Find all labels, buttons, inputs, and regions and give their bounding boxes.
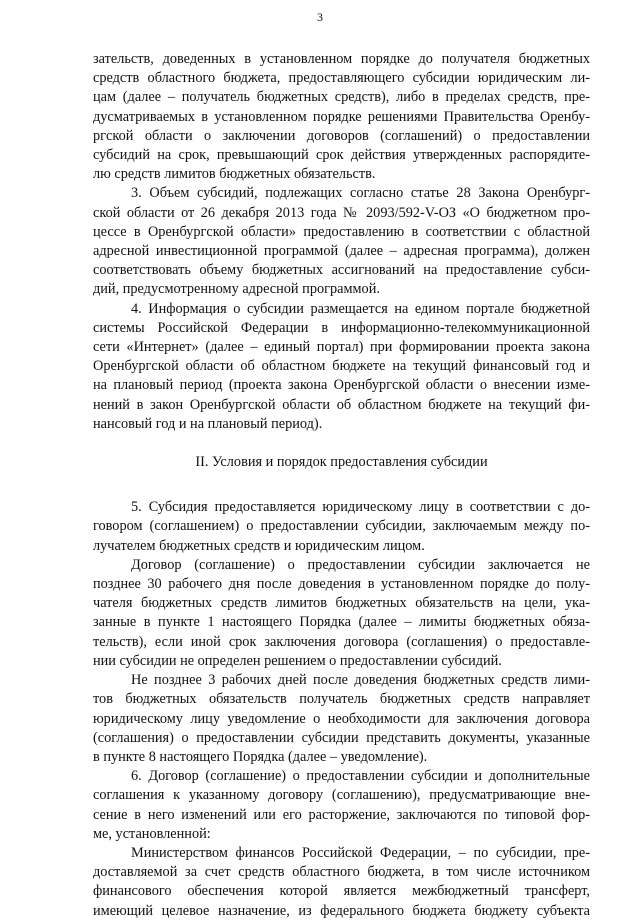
text-line: на плановый период (проекта закона Оренбургской области о внесении изме- [93,377,590,394]
text-line: дусматриваемых в установленном порядке решениями Правительства Оренбу- [93,108,590,125]
document-body [93,50,590,921]
text-line: Не позднее 3 рабочих дней после доведения бюджетных средств лими- [131,672,590,689]
text-line: говором (соглашением) о предоставлении субсидии, заключаемым между по- [93,518,590,535]
paragraph-5-notification [93,671,590,767]
text-line: Министерством финансов Российской Федерации, – по субсидии, пре- [131,844,590,861]
text-line: нансовый год и на плановый период). [93,415,323,432]
text-line: ме, установленной: [93,825,211,842]
text-line: ргской области о заключении договоров (соглашений) о предоставлении [93,127,590,144]
text-line: Оренбургской области об областном бюджете на текущий финансовый год и [93,358,590,375]
text-line: дий, предусмотренному адресной программой. [93,281,380,298]
paragraph-3 [93,184,590,299]
section-heading: II. Условия и порядок предоставления субсидии [195,454,488,471]
text-line: субсидий на срок, превышающий срок действия утвержденных распорядите- [93,147,590,164]
text-line: 6. Договор (соглашение) о предоставлении субсидии и дополнительные [131,768,590,785]
paragraph-5 [93,498,590,556]
page-number: 3 [317,10,323,24]
text-line: адресной инвестиционной программой (далее – адресная программа), должен [93,243,590,260]
text-line: средств областного бюджета, предоставляющего субсидии юридическим ли- [93,70,590,87]
text-line: чателя бюджетных средств лимитов бюджетных обязательств на цели, ука- [93,595,590,612]
text-line: цессе в Оренбургской области» предоставлению в соответствии с областной [93,223,590,240]
text-line: лучателем бюджетных средств и юридическим лицом. [93,537,425,554]
text-line: Договор (соглашение) о предоставлении субсидии заключается не [131,556,590,573]
paragraph-5-contract [93,556,590,671]
paragraph-continuation [93,50,590,184]
text-line: соглашения к указанному договору (соглашению), предусматривающие вне- [93,787,590,804]
text-line: тов бюджетных обязательств получатель бюджетных средств направляет [93,691,590,708]
text-line: 4. Информация о субсидии размещается на едином портале бюджетной [131,300,590,317]
paragraph-6-ministry [93,844,590,921]
text-line: зательств, доведенных в установленном порядке до получателя бюджетных [93,51,590,67]
text-line: 5. Субсидия предоставляется юридическому лицу в соответствии с до- [131,499,590,516]
text-line: (соглашения) о предоставлении субсидии представить документы, указанные [93,729,590,746]
text-line: 3. Объем субсидий, подлежащих согласно статье 28 Закона Оренбург- [131,185,590,202]
text-line: сение в него изменений или его расторжение, заключаются по типовой фор- [93,806,590,823]
text-line: нии субсидии не определен решением о предоставлении субсидий. [93,652,502,669]
text-line: в пункте 8 настоящего Порядка (далее – уведомление). [93,748,428,765]
text-line: соответствовать объему бюджетных ассигнований на предоставление субси- [93,262,590,279]
text-line: имеющий целевое назначение, из федерального бюджета бюджету субъекта [93,902,590,919]
paragraph-4 [93,300,590,434]
paragraph-6 [93,767,590,844]
text-line: финансового обеспечения которой является межбюджетный трансферт, [93,883,590,900]
text-line: системы Российской Федерации в информационно-телекоммуникационной [93,319,590,336]
text-line: тельств), если иной срок заключения договора (соглашения) о предоставле- [93,633,590,650]
text-line: цам (далее – получатель бюджетных средств), либо в пределах средств, пре- [93,89,590,106]
text-line: позднее 30 рабочего дня после доведения в установленном порядке до полу- [93,576,590,593]
text-line: лю средств лимитов бюджетных обязательств. [93,166,376,183]
text-line: ской области от 26 декабря 2013 года № 2093/592-V-ОЗ «О бюджетном про- [93,204,590,221]
text-line: занные в пункте 1 настоящего Порядка (далее – лимиты бюджетных обяза- [93,614,590,631]
text-line: доставляемой за счет средств областного бюджета, в том числе источником [93,864,590,881]
text-line: нений в закон Оренбургской области об областном бюджете на текущий фи- [93,396,590,413]
text-line: юридическому лицу уведомление о необходимости для заключения договора [93,710,590,727]
text-line: сети «Интернет» (далее – единый портал) при формировании проекта закона [93,339,590,356]
